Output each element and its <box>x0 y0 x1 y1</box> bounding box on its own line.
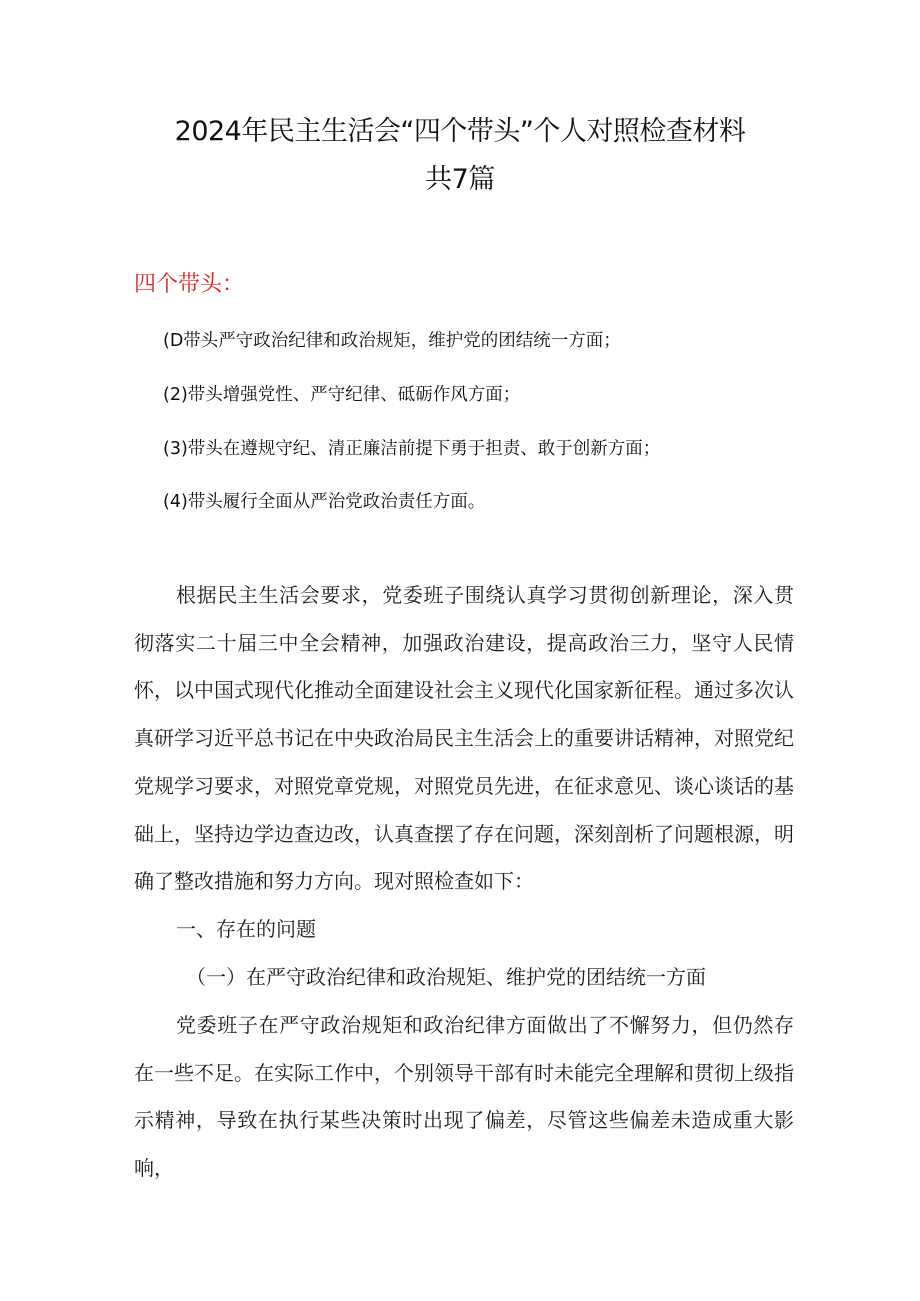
subsection-1-heading: （一）在严守政治纪律和政治规矩、维护党的团结统一方面 <box>186 965 706 989</box>
four-leads-item-1: (D带头严守政治纪律和政治规矩，维护党的团结统一方面； <box>163 331 621 351</box>
intro-paragraph: 根据民主生活会要求，党委班子围绕认真学习贯彻创新理论，深入贯彻落实二十届三中全会精神，加强政治建设，提高政治三力，坚守人民情怀，以中国式现代化推动全面建设社会主义现代化国家新征程。通过多次认真研学习近平总书记在中央政治局民主生活会上的重要讲话精神，对照党纪党规学习要求，对照党章党规，对照党员先进，在征求意见、谈心谈话的基础上，坚持边学边查边改，认真查摆了存在问题，深刻剖析了问题根源，明确了整改措施和努力方向。现对照检查如下： <box>134 583 794 894</box>
document-title-line-1: 2024年民主生活会“四个带头”个人对照检查材料 <box>174 116 746 147</box>
section-1-heading: 一、存在的问题 <box>176 917 316 941</box>
four-leads-item-2: (2)带头增强党性、严守纪律、砥砺作风方面； <box>163 385 521 405</box>
four-leads-item-4: (4)带头履行全面从严治党政治责任方面。 <box>163 492 486 512</box>
subsection-1-paragraph: 党委班子在严守政治规矩和政治纪律方面做出了不懈努力，但仍然存在一些不足。在实际工作中，个别领导干部有时未能完全理解和贯彻上级指示精神，导致在执行某些决策时出现了偏差，尽管这些偏差未造成重大影响， <box>134 1013 794 1181</box>
four-leads-item-3: (3)带头在遵规守纪、清正廉洁前提下勇于担责、敢于创新方面； <box>163 439 661 459</box>
document-title-line-2: 共7篇 <box>425 164 495 195</box>
four-leads-heading: 四个带头： <box>134 272 245 297</box>
